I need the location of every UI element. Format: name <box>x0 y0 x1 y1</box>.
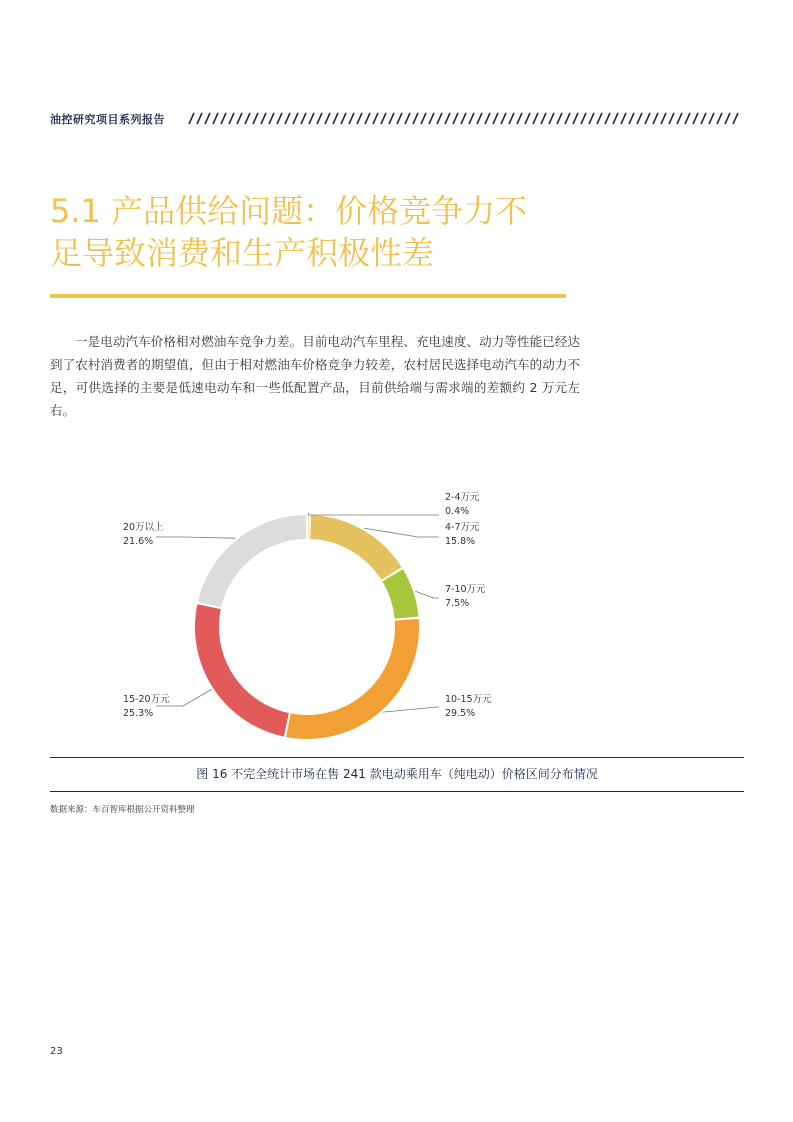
header-stripe <box>397 113 402 124</box>
header-stripe <box>629 113 634 124</box>
header-stripe <box>501 113 506 124</box>
slice-category-label: 15-20万元 <box>123 694 170 705</box>
donut-chart <box>0 470 793 755</box>
header-stripe <box>421 113 426 124</box>
header-stripe <box>453 113 458 124</box>
slice-category-label: 7-10万元 <box>445 584 486 595</box>
header-stripe <box>557 113 562 124</box>
header-stripe <box>381 113 386 124</box>
header-stripe <box>341 113 346 124</box>
header-stripe <box>437 113 442 124</box>
slice-category-label: 20万以上 <box>123 522 164 533</box>
header-stripe <box>517 113 522 124</box>
slice-value-label: 29.5% <box>445 708 476 719</box>
slice-category-label: 4-7万元 <box>445 522 480 533</box>
header-stripe <box>205 113 210 124</box>
header-stripe <box>277 113 282 124</box>
header-stripe <box>469 113 474 124</box>
leader-line-4 <box>383 707 439 712</box>
section-title-line1: 5.1 产品供给问题：价格竞争力不 <box>50 192 528 230</box>
header-stripe <box>485 113 490 124</box>
page-number: 23 <box>50 1046 63 1057</box>
header-stripe <box>573 113 578 124</box>
header-stripe <box>197 113 202 124</box>
header-stripe <box>653 113 658 124</box>
section-title-line2: 足导致消费和生产积极性差 <box>50 234 435 272</box>
slice-value-label: 15.8% <box>445 536 476 547</box>
leader-line-2 <box>364 528 439 537</box>
header-stripe <box>693 113 698 124</box>
header-stripe <box>685 113 690 124</box>
header-stripe <box>373 113 378 124</box>
header-stripe <box>661 113 666 124</box>
header-stripe <box>477 113 482 124</box>
header-stripe <box>533 113 538 124</box>
header-stripe <box>581 113 586 124</box>
header-stripe <box>349 113 354 124</box>
header-stripe <box>365 113 370 124</box>
caption-rule-bottom <box>50 791 744 792</box>
header-stripe <box>325 113 330 124</box>
title-rule <box>50 294 566 298</box>
figure-caption: 图 16 不完全统计市场在售 241 款电动乘用车（纯电动）价格区间分布情况 <box>196 767 598 781</box>
header-stripe <box>717 113 722 124</box>
header-stripe <box>445 113 450 124</box>
header-stripe <box>213 113 218 124</box>
header-stripe <box>269 113 274 124</box>
header-stripe <box>253 113 258 124</box>
header-stripe <box>525 113 530 124</box>
slice-value-label: 21.6% <box>123 536 154 547</box>
header-stripe <box>293 113 298 124</box>
header-stripe <box>709 113 714 124</box>
slice-category-label: 2-4万元 <box>445 492 480 503</box>
leader-line-6 <box>156 537 236 538</box>
donut-slice-5 <box>207 607 286 725</box>
header-stripe <box>605 113 610 124</box>
slice-category-label: 10-15万元 <box>445 694 492 705</box>
header-stripe <box>237 113 242 124</box>
donut-slice-6 <box>210 527 306 605</box>
header-stripe <box>413 113 418 124</box>
body-paragraph: 一是电动汽车价格相对燃油车竞争力差。目前电动汽车里程、充电速度、动力等性能已经达到了农村消费者的期望值，但由于相对燃油车价格竞争力较差，农村居民选择电动汽车的动力不足，可供选择的主要是低速电动车和一些低配置产品，目前供给端与需求端的差额约 2 万元左右。 <box>50 334 580 418</box>
header-stripe <box>621 113 626 124</box>
header-stripe <box>461 113 466 124</box>
header-stripe <box>645 113 650 124</box>
header-stripe <box>597 113 602 124</box>
leader-line-3 <box>415 591 439 598</box>
slice-value-label: 0.4% <box>445 506 470 517</box>
data-source: 数据来源：车百智库根据公开资料整理 <box>50 805 195 815</box>
donut-slice-3 <box>393 575 407 617</box>
header-stripe <box>493 113 498 124</box>
header-stripe <box>549 113 554 124</box>
header-stripe <box>317 113 322 124</box>
caption-rule-top <box>50 757 744 758</box>
header-stripe <box>261 113 266 124</box>
header-stripe <box>613 113 618 124</box>
donut-slice-4 <box>288 620 407 727</box>
header-stripe <box>429 113 434 124</box>
header-stripe <box>733 113 738 124</box>
header-stripe <box>405 113 410 124</box>
header-stripe <box>541 113 546 124</box>
section-title <box>50 190 590 274</box>
header-stripe <box>229 113 234 124</box>
header-stripe <box>509 113 514 124</box>
header-stripe <box>701 113 706 124</box>
header-stripe <box>565 113 570 124</box>
header-stripe <box>245 113 250 124</box>
donut-slice-2 <box>311 527 392 573</box>
header-stripe <box>333 113 338 124</box>
leader-line-1 <box>308 513 439 515</box>
header-stripe <box>221 113 226 124</box>
header-stripe <box>725 113 730 124</box>
header-stripe <box>677 113 682 124</box>
slice-value-label: 7.5% <box>445 598 470 609</box>
header-stripe <box>669 113 674 124</box>
header-stripe <box>189 113 194 124</box>
header-stripe <box>589 113 594 124</box>
header-stripes <box>185 112 745 125</box>
header-stripe <box>357 113 362 124</box>
header-stripe <box>309 113 314 124</box>
header-stripe <box>389 113 394 124</box>
slice-value-label: 25.3% <box>123 708 154 719</box>
header-title: 油控研究项目系列报告 <box>50 113 165 126</box>
header-stripe <box>285 113 290 124</box>
header-stripe <box>637 113 642 124</box>
header-stripe <box>301 113 306 124</box>
